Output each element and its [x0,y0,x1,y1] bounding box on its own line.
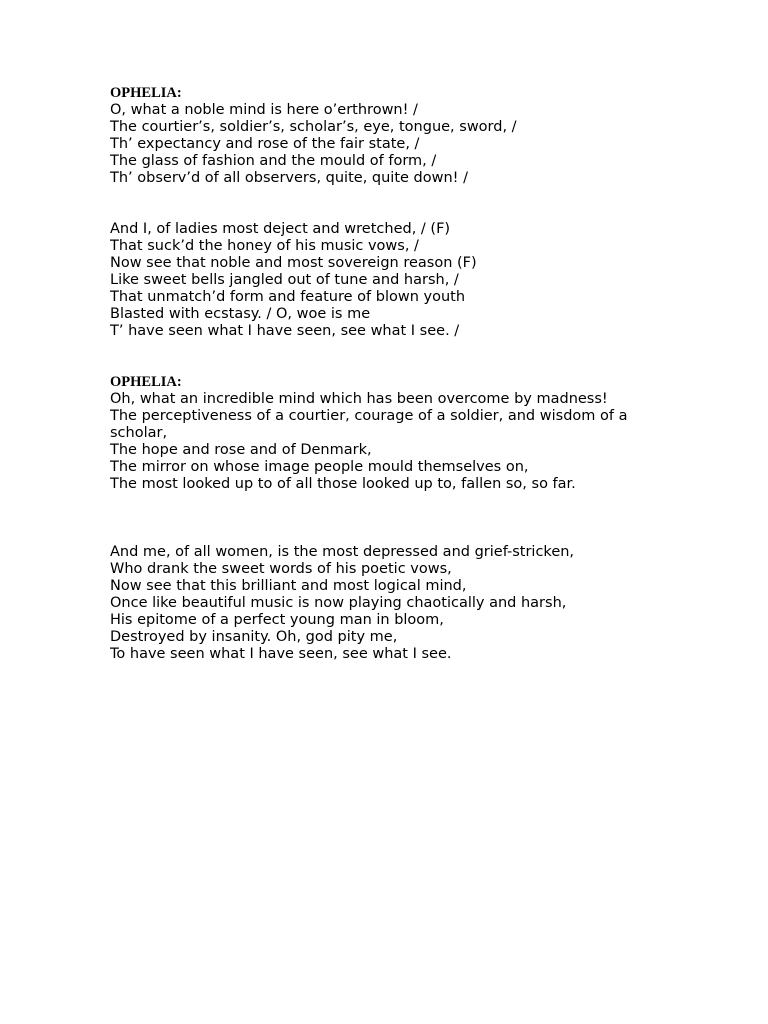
verse-line: And I, of ladies most deject and wretched, / (F) [110,221,451,237]
document-page [110,85,670,663]
verse-line: Now see that noble and most sovereign reason (F) [110,255,477,271]
verse-line: Th’ observ’d of all observers, quite, quite down! / [110,170,468,186]
verse-line: That suck’d the honey of his music vows, / [110,238,419,254]
verse-line: The most looked up to of all those looked up to, fallen so, so far. [110,476,576,492]
original-stanza-1 [110,102,670,187]
verse-line: The perceptiveness of a courtier, courage of a soldier, and wisdom of a scholar, [110,408,633,441]
verse-line: Destroyed by insanity. Oh, god pity me, [110,629,398,645]
verse-line: The mirror on whose image people mould themselves on, [110,459,529,475]
verse-line: The courtier’s, soldier’s, scholar’s, eye, tongue, sword, / [110,119,517,135]
verse-line: Th’ expectancy and rose of the fair state, / [110,136,420,152]
verse-line: Blasted with ecstasy. / O, woe is me [110,306,371,322]
verse-line: The hope and rose and of Denmark, [110,442,372,458]
verse-line: Who drank the sweet words of his poetic vows, [110,561,452,577]
verse-line: His epitome of a perfect young man in bloom, [110,612,444,628]
verse-line: And me, of all women, is the most depressed and grief-stricken, [110,544,575,560]
original-section [110,85,670,340]
translation-section [110,374,670,663]
verse-line: Oh, what an incredible mind which has been overcome by madness! [110,391,608,407]
translation-stanza-2 [110,544,670,663]
stanza-gap [110,187,670,221]
speaker-heading: OPHELIA: [110,374,182,390]
original-stanza-2 [110,221,670,340]
verse-line: To have seen what I have seen, see what I see. [110,646,452,662]
verse-line: Once like beautiful music is now playing chaotically and harsh, [110,595,567,611]
verse-line: Now see that this brilliant and most logical mind, [110,578,467,594]
stanza-gap [110,493,670,544]
verse-line: O, what a noble mind is here o’erthrown! / [110,102,418,118]
verse-line: Like sweet bells jangled out of tune and harsh, / [110,272,459,288]
verse-line: T’ have seen what I have seen, see what I see. / [110,323,460,339]
verse-line: That unmatch’d form and feature of blown youth [110,289,466,305]
verse-line: The glass of fashion and the mould of form, / [110,153,437,169]
speaker-heading: OPHELIA: [110,85,182,101]
section-gap [110,340,670,374]
translation-stanza-1 [110,391,670,493]
